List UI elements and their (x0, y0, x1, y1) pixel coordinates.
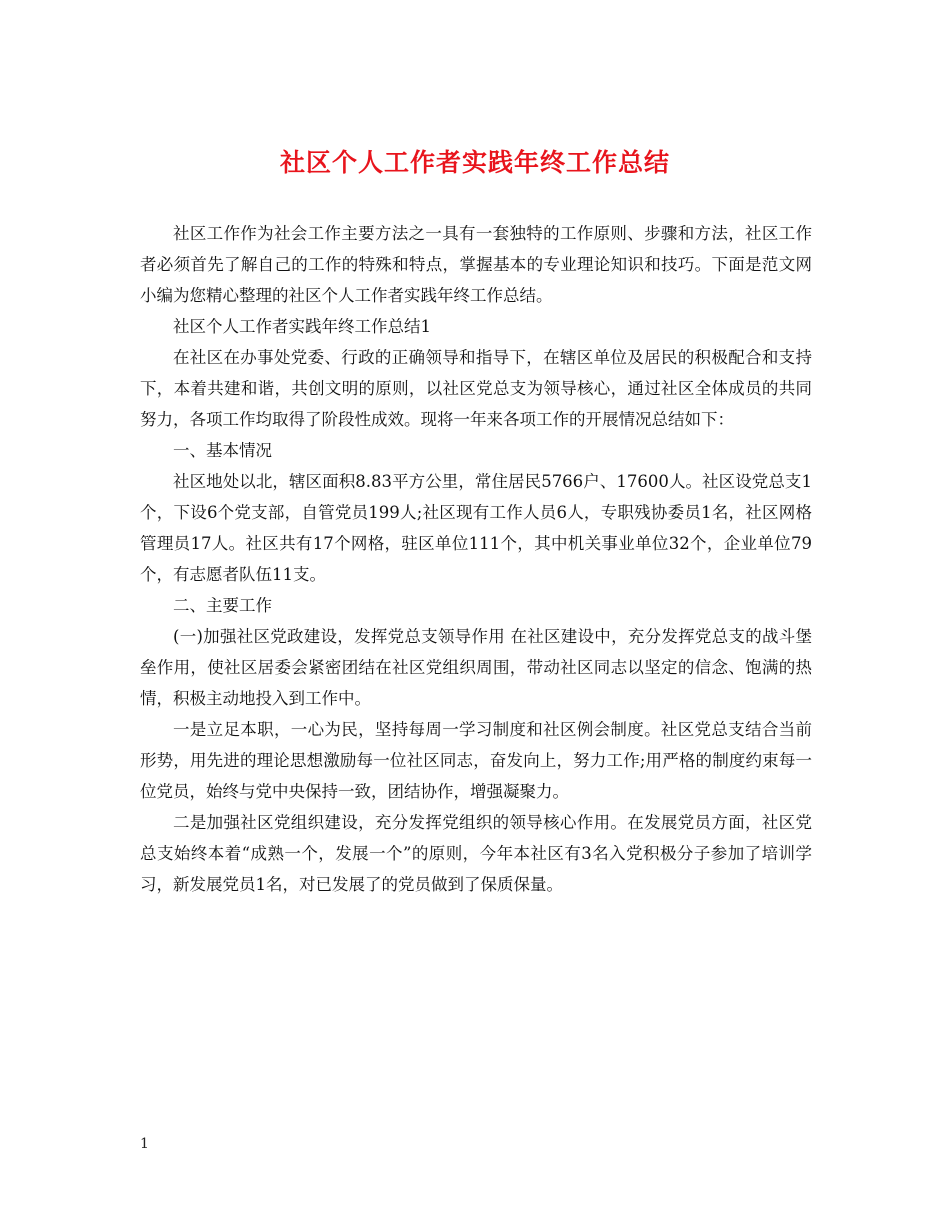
paragraph-overview: 在社区在办事处党委、行政的正确领导和指导下，在辖区单位及居民的积极配合和支持下，本着共建和谐，共创文明的原则，以社区党总支为领导核心，通过社区全体成员的共同努力，各项工作均取得了阶段性成效。现将一年来各项工作的开展情况总结如下： (140, 348, 812, 429)
section-heading-basic-situation: 一、基本情况 (173, 441, 272, 460)
paragraph-point-two: 二是加强社区党组织建设，充分发挥党组织的领导核心作用。在发展党员方面，社区党总支始终本着“成熟一个，发展一个”的原则，今年本社区有3名入党积极分子参加了培训学习，新发展党员1名，对已发展了的党员做到了保质保量。 (140, 813, 812, 894)
paragraph-intro: 社区工作作为社会工作主要方法之一具有一套独特的工作原则、步骤和方法，社区工作者必须首先了解自己的工作的特殊和特点，掌握基本的专业理论知识和技巧。下面是范文网小编为您精心整理的社区个人工作者实践年终工作总结。 (140, 224, 812, 305)
section-heading-summary-1: 社区个人工作者实践年终工作总结1 (173, 317, 431, 336)
document-body (140, 218, 812, 900)
paragraph-basic-situation: 社区地处以北，辖区面积8.83平方公里，常住居民5766户、17600人。社区设党总支1个，下设6个党支部，自管党员199人;社区现有工作人员6人，专职残协委员1名，社区网格管理员17人。社区共有17个网格，驻区单位111个，其中机关事业单位32个，企业单位79个，有志愿者队伍11支。 (140, 472, 812, 584)
paragraph-point-one: 一是立足本职，一心为民，坚持每周一学习制度和社区例会制度。社区党总支结合当前形势，用先进的理论思想激励每一位社区同志，奋发向上，努力工作;用严格的制度约束每一位党员，始终与党中央保持一致，团结协作，增强凝聚力。 (140, 720, 812, 801)
page-number: 1 (140, 1136, 149, 1152)
section-heading-main-work: 二、主要工作 (173, 596, 272, 615)
document-title: 社区个人工作者实践年终工作总结 (279, 148, 670, 177)
paragraph-party-building: (一)加强社区党政建设，发挥党总支领导作用 在社区建设中，充分发挥党总支的战斗堡垒作用，使社区居委会紧密团结在社区党组织周围，带动社区同志以坚定的信念、饱满的热情，积极主动地投入到工作中。 (140, 627, 812, 708)
